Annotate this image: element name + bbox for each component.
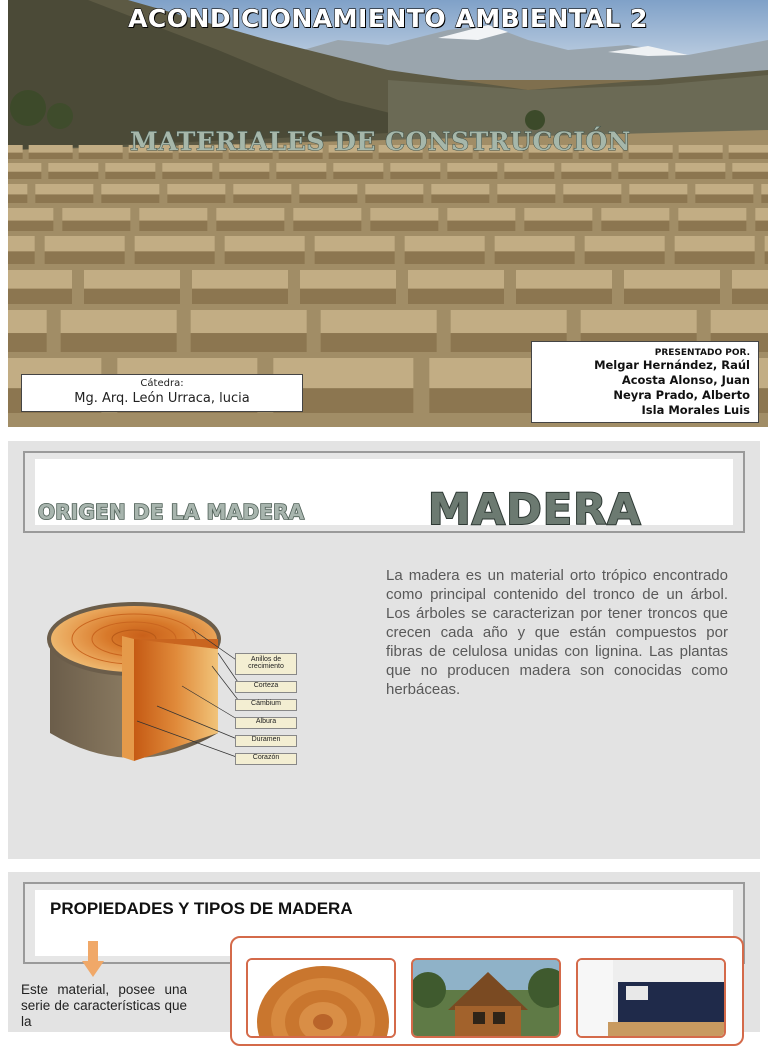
adobe-brick (299, 184, 357, 194)
madera-description: La madera es un material orto trópico encontrado como principal contenido del tronco de un árbol. Los árboles se caracterizan por tener troncos que crecen cada año y que están compuestos por fibras de celulosa unidas con lignina. Las plantas que no producen madera son conocidas como herbáceas. (386, 567, 728, 698)
adobe-brick-side (495, 251, 575, 264)
adobe-brick (333, 163, 383, 172)
adobe-brick (390, 163, 440, 172)
adobe-brick (563, 184, 621, 194)
adobe-brick (675, 163, 725, 172)
adobe-brick-side (563, 194, 621, 203)
adobe-brick-side (8, 172, 41, 179)
adobe-brick-side (167, 194, 225, 203)
adobe-brick (167, 184, 225, 194)
slide-title: PROPIEDADES Y TIPOS DE MADERA (50, 899, 353, 918)
adobe-brick-side (276, 172, 326, 179)
adobe-brick-side (139, 221, 207, 231)
adobe-brick-side (504, 172, 554, 179)
adobe-brick (761, 184, 768, 194)
adobe-brick (135, 236, 215, 251)
adobe-brick (675, 236, 755, 251)
adobe-brick (732, 270, 768, 289)
adobe-brick (35, 184, 93, 194)
adobe-brick-side (8, 221, 53, 231)
adobe-brick (618, 163, 668, 172)
adobe-brick-side (408, 289, 504, 304)
adobe-brick (711, 310, 768, 333)
adobe-brick (581, 310, 697, 333)
adobe-brick (105, 163, 155, 172)
adobe-brick-side (333, 172, 383, 179)
adobe-brick-side (447, 221, 515, 231)
adobe-brick (497, 184, 555, 194)
adobe-brick-side (732, 289, 768, 304)
adobe-brick-side (293, 221, 361, 231)
deck-title: ACONDICIONAMIENTO AMBIENTAL 2 (128, 4, 648, 33)
catedra-label: Cátedra: (140, 378, 184, 389)
adobe-brick-side (497, 194, 555, 203)
arrow-down-icon (82, 941, 104, 979)
adobe-brick-side (370, 221, 438, 231)
adobe-brick (451, 310, 567, 333)
adobe-brick-side (45, 251, 125, 264)
adobe-brick (8, 208, 53, 221)
adobe-brick (678, 208, 746, 221)
adobe-brick (139, 208, 207, 221)
adobe-brick (561, 163, 611, 172)
adobe-brick (447, 208, 515, 221)
adobe-brick (8, 184, 27, 194)
adobe-brick-side (629, 194, 687, 203)
label-duramen: Duramen (235, 735, 297, 747)
adobe-brick (8, 310, 47, 333)
adobe-brick (61, 310, 177, 333)
slide-title: MADERA (428, 485, 642, 535)
adobe-brick (62, 208, 130, 221)
label-corazon: Corazón (235, 753, 297, 765)
adobe-brick (405, 236, 485, 251)
adobe-brick (321, 310, 437, 333)
title-slide (8, 0, 768, 427)
section-heading: ORIGEN DE LA MADERA (38, 500, 305, 524)
adobe-brick (601, 208, 669, 221)
adobe-brick-side (761, 194, 768, 203)
adobe-brick (233, 184, 291, 194)
adobe-brick-side (675, 251, 755, 264)
adobe-brick-side (35, 194, 93, 203)
adobe-brick-side (219, 172, 269, 179)
presented-label: PRESENTADO POR. (654, 348, 750, 358)
adobe-brick (624, 270, 720, 289)
adobe-brick-side (84, 289, 180, 304)
adobe-brick (48, 163, 98, 172)
adobe-brick-side (695, 194, 753, 203)
adobe-brick-side (431, 194, 489, 203)
adobe-brick (447, 163, 497, 172)
adobe-brick-side (8, 251, 35, 264)
label-corteza: Corteza (235, 681, 297, 693)
adobe-brick (370, 208, 438, 221)
adobe-brick-side (585, 251, 665, 264)
adobe-brick-side (624, 289, 720, 304)
adobe-brick-side (216, 221, 284, 231)
adobe-brick (300, 270, 396, 289)
adobe-brick (162, 163, 212, 172)
madera-slide (8, 441, 760, 859)
label-anillos: Anillos de crecimiento (235, 653, 297, 675)
adobe-brick-side (162, 172, 212, 179)
adobe-brick (84, 270, 180, 289)
adobe-brick-side (755, 221, 768, 231)
adobe-brick-side (8, 333, 47, 352)
author-name: Melgar Hernández, Raúl (594, 358, 750, 372)
adobe-brick-side (299, 194, 357, 203)
adobe-brick-side (62, 221, 130, 231)
adobe-brick-side (135, 251, 215, 264)
adobe-brick-side (8, 194, 27, 203)
propiedades-description: Este material, posee una serie de características que la (21, 982, 187, 1029)
adobe-brick-side (405, 251, 485, 264)
label-albura: Albura (235, 717, 297, 729)
adobe-brick-side (61, 333, 177, 352)
adobe-brick (225, 236, 305, 251)
adobe-brick (629, 184, 687, 194)
adobe-brick-side (678, 221, 746, 231)
wood-rings-photo (246, 958, 396, 1038)
label-cambium: Cámbium (235, 699, 297, 711)
adobe-brick-side (192, 289, 288, 304)
adobe-brick-side (618, 172, 668, 179)
author-name: Neyra Prado, Alberto (613, 388, 750, 402)
adobe-brick (8, 236, 35, 251)
adobe-brick-side (191, 333, 307, 352)
adobe-brick-side (447, 172, 497, 179)
adobe-brick (276, 163, 326, 172)
adobe-brick-side (732, 172, 768, 179)
author-name: Isla Morales Luis (641, 403, 750, 417)
author-name: Acosta Alonso, Juan (621, 373, 750, 387)
adobe-brick (755, 208, 768, 221)
adobe-brick (8, 163, 41, 172)
deck-subtitle: MATERIALES DE CONSTRUCCIÓN (130, 127, 631, 156)
adobe-brick (431, 184, 489, 194)
adobe-brick-side (365, 194, 423, 203)
adobe-brick-side (315, 251, 395, 264)
adobe-brick (365, 184, 423, 194)
presented-by-box (531, 341, 759, 423)
adobe-brick-side (233, 194, 291, 203)
wooden-house-photo (411, 958, 561, 1038)
adobe-brick (516, 270, 612, 289)
adobe-brick (8, 270, 72, 289)
adobe-brick-side (300, 289, 396, 304)
adobe-brick-side (516, 289, 612, 304)
adobe-brick (495, 236, 575, 251)
adobe-brick-side (321, 333, 437, 352)
adobe-brick-side (524, 221, 592, 231)
adobe-brick-side (101, 194, 159, 203)
adobe-brick-side (561, 172, 611, 179)
adobe-brick (695, 184, 753, 194)
adobe-brick (219, 163, 269, 172)
adobe-brick-side (675, 172, 725, 179)
adobe-brick-side (225, 251, 305, 264)
adobe-brick (732, 163, 768, 172)
adobe-brick-side (48, 172, 98, 179)
adobe-brick (192, 270, 288, 289)
catedra-box (21, 374, 303, 412)
adobe-brick (504, 163, 554, 172)
adobe-brick (216, 208, 284, 221)
adobe-brick (101, 184, 159, 194)
adobe-brick (585, 236, 665, 251)
adobe-brick (315, 236, 395, 251)
catedra-name: Mg. Arq. León Urraca, lucia (74, 391, 250, 406)
adobe-brick-side (105, 172, 155, 179)
wood-furniture-photo (576, 958, 726, 1038)
adobe-brick (191, 310, 307, 333)
adobe-brick-side (601, 221, 669, 231)
adobe-brick (45, 236, 125, 251)
adobe-brick-side (390, 172, 440, 179)
adobe-brick (408, 270, 504, 289)
adobe-brick (293, 208, 361, 221)
adobe-brick (524, 208, 592, 221)
propiedades-slide (8, 872, 760, 1032)
adobe-brick-side (8, 289, 72, 304)
